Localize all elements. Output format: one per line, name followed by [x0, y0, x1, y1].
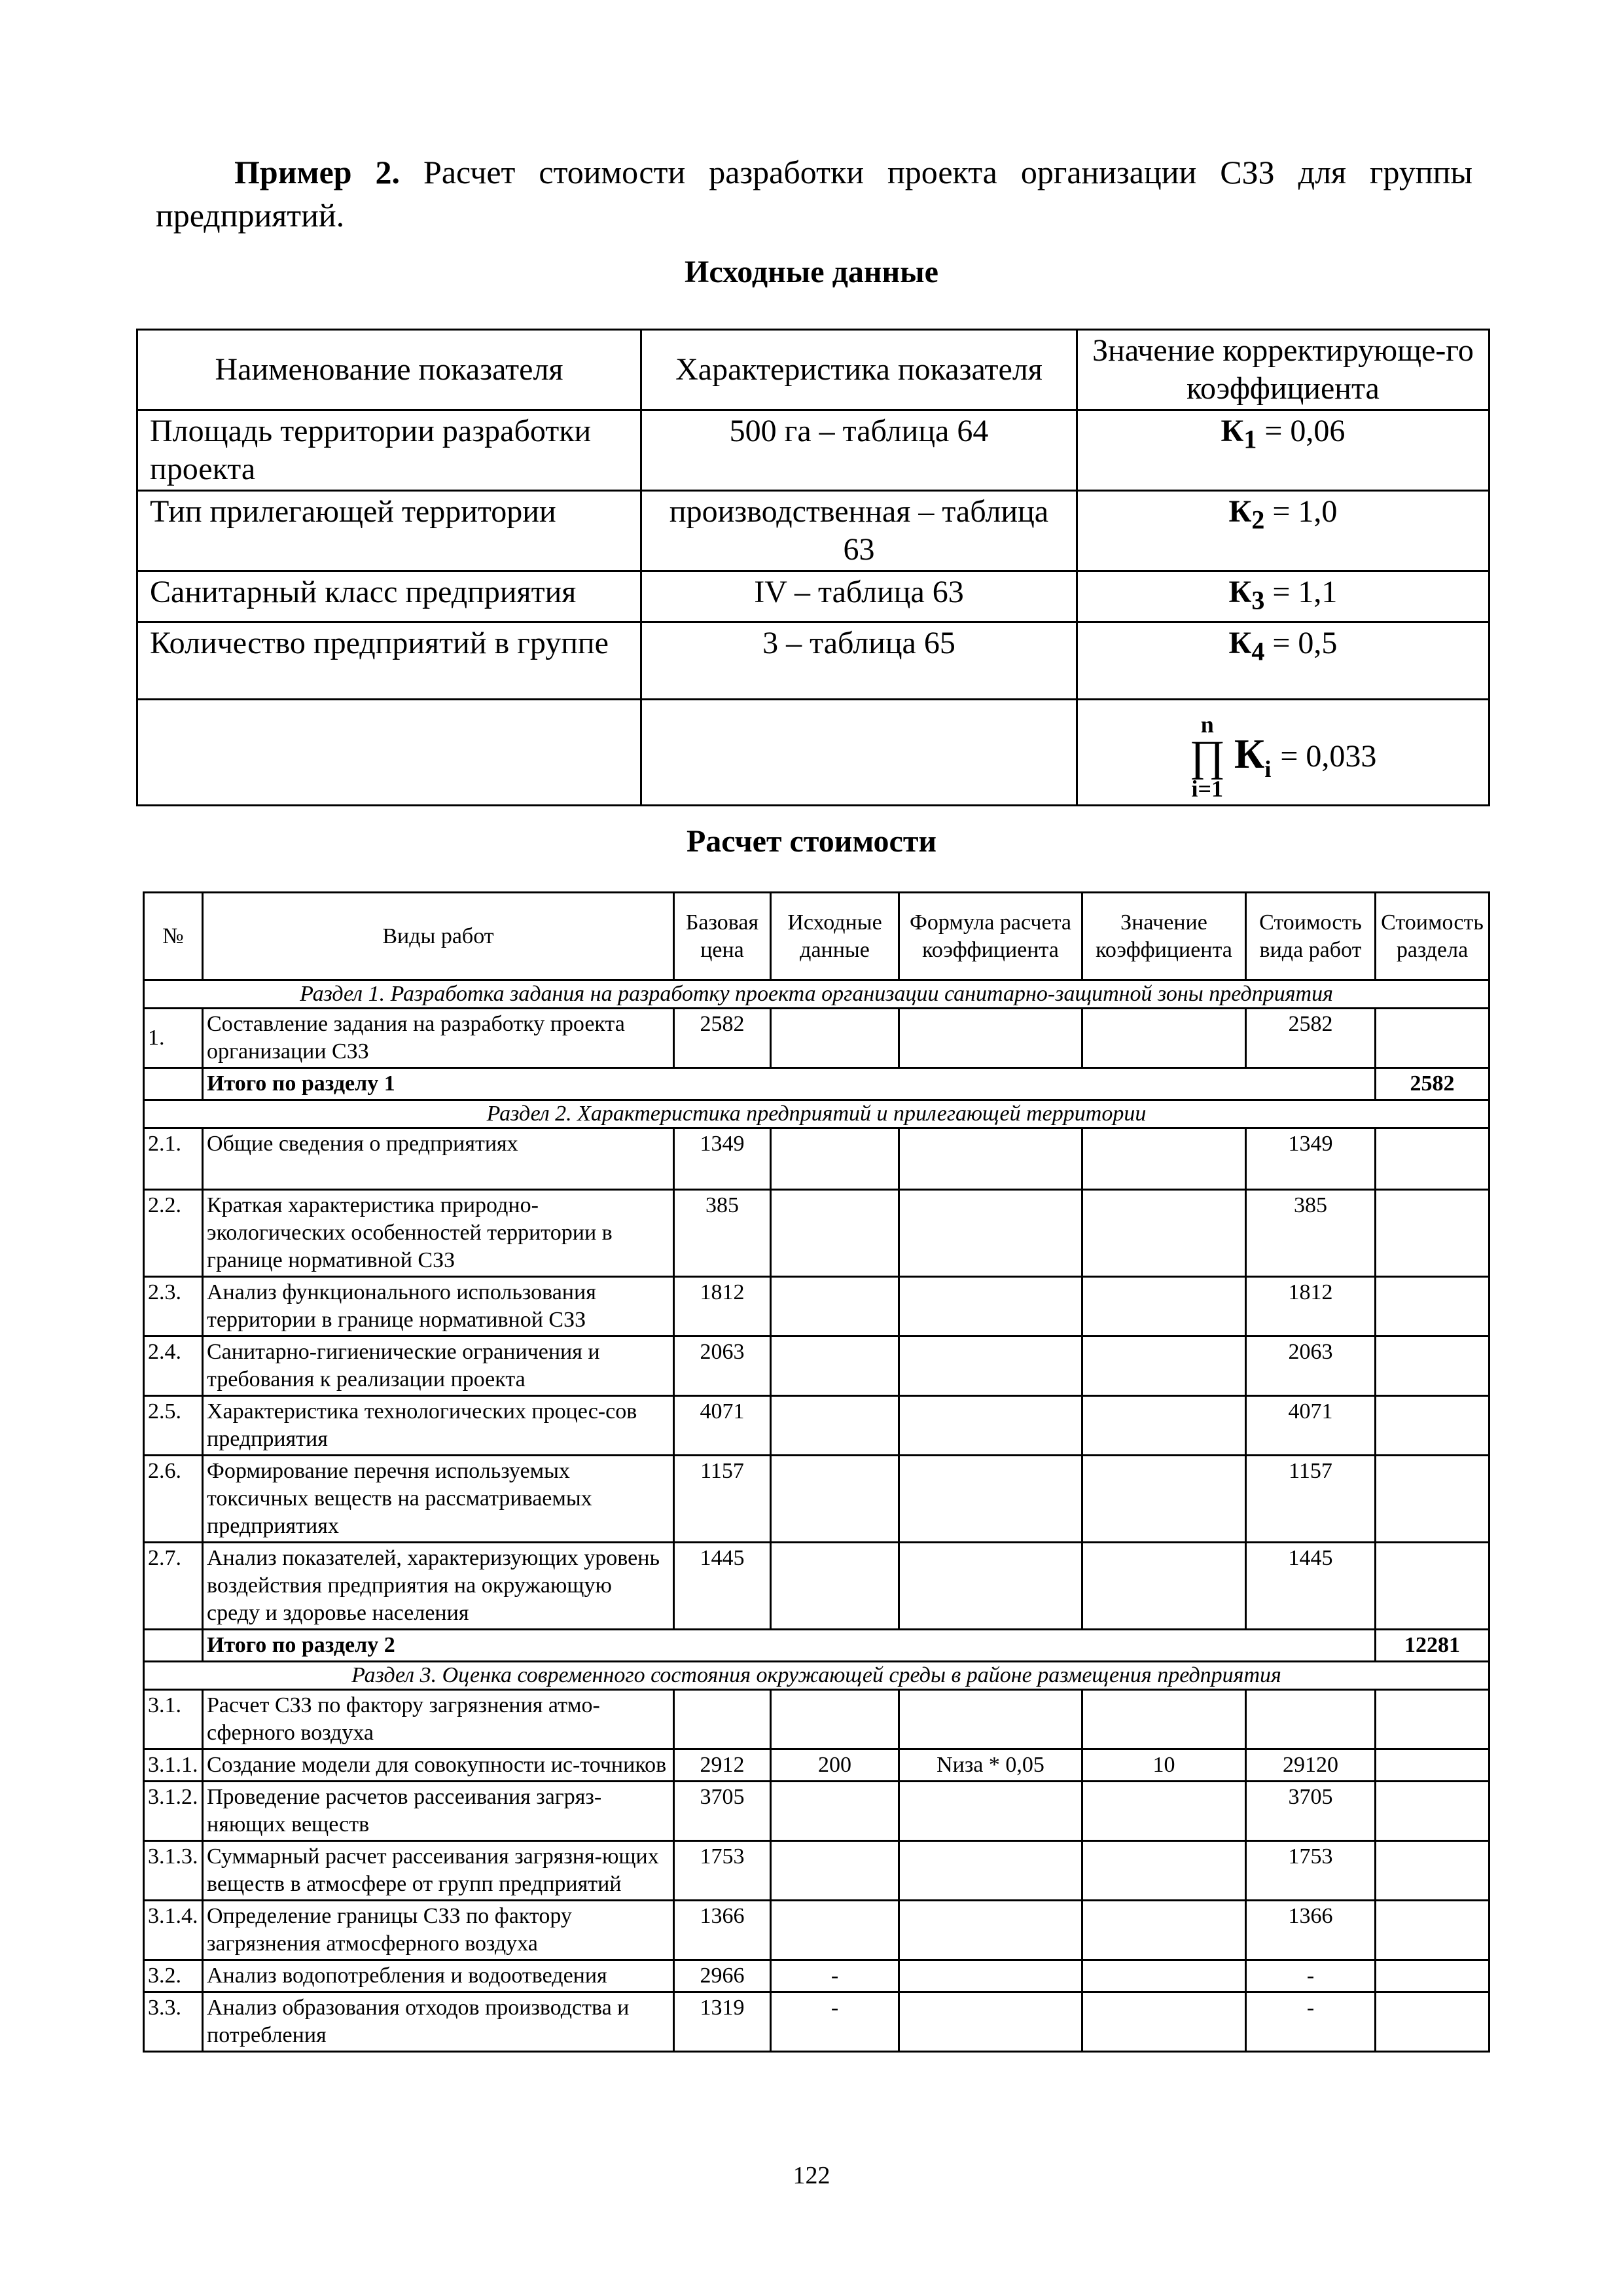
section-title-cost-calc: Расчет стоимости — [686, 824, 937, 859]
header-source-data: Исходные данные — [771, 893, 899, 980]
base-price: 2063 — [674, 1336, 771, 1396]
coef-value — [1077, 491, 1489, 571]
work-name: Анализ водопотребления и водоотведения — [203, 1960, 674, 1992]
source-data: 200 — [771, 1749, 899, 1782]
work-name: Анализ образования отходов производства и потребления — [203, 1992, 674, 2052]
product-k: К — [1234, 730, 1265, 777]
total-row — [144, 1630, 1489, 1662]
section-cost — [1376, 1396, 1489, 1456]
source-data — [771, 1543, 899, 1630]
product-index: i — [1264, 755, 1272, 782]
coef-value — [1077, 410, 1489, 491]
work-cost: 3705 — [1246, 1782, 1376, 1841]
table-row — [144, 1841, 1489, 1901]
table-row — [137, 491, 1489, 571]
source-data: - — [771, 1960, 899, 1992]
source-data — [771, 1841, 899, 1901]
section-title: Раздел 1. Разработка задания на разработку проекта организации санитарно-защитной зоны предприятия — [144, 980, 1489, 1009]
work-cost: 29120 — [1246, 1749, 1376, 1782]
indicator-name: Санитарный класс предприятия — [137, 571, 641, 622]
coef-value — [1082, 1277, 1246, 1336]
work-cost: - — [1246, 1960, 1376, 1992]
formula — [899, 1009, 1082, 1068]
coef-value — [1082, 1960, 1246, 1992]
header-coef-value: Значение корректирующе-го коэффициента — [1077, 330, 1489, 410]
row-number: 3.1.4. — [144, 1901, 203, 1960]
table-row — [144, 1543, 1489, 1630]
coef-value — [1077, 622, 1489, 699]
work-name: Краткая характеристика природно-экологических особенностей территории в границе нормативной СЗЗ — [203, 1190, 674, 1277]
product-row — [137, 699, 1489, 805]
section-row — [144, 1100, 1489, 1128]
row-number: 2.7. — [144, 1543, 203, 1630]
formula — [899, 1960, 1082, 1992]
coef-symbol: К — [1221, 414, 1244, 448]
total-label: Итого по разделу 2 — [203, 1630, 1376, 1662]
work-name: Характеристика технологических процес-сов предприятия — [203, 1396, 674, 1456]
section-row — [144, 980, 1489, 1009]
indicator-char: 3 – таблица 65 — [641, 622, 1077, 699]
work-name: Санитарно-гигиенические ограничения и требования к реализации проекта — [203, 1336, 674, 1396]
header-indicator-char: Характеристика показателя — [641, 330, 1077, 410]
base-price: 1349 — [674, 1128, 771, 1190]
section-cost — [1376, 1277, 1489, 1336]
table-row — [144, 1456, 1489, 1543]
section-row — [144, 1662, 1489, 1690]
coef-value — [1082, 1782, 1246, 1841]
coef-symbol: К — [1228, 625, 1252, 660]
coef-symbol: К — [1228, 575, 1252, 609]
work-cost: - — [1246, 1992, 1376, 2052]
table-row — [144, 1277, 1489, 1336]
work-cost: 1366 — [1246, 1901, 1376, 1960]
table-row — [144, 1190, 1489, 1277]
coef-value — [1082, 1336, 1246, 1396]
total-value: 2582 — [1376, 1068, 1489, 1100]
product-sign: ∏ — [1189, 732, 1225, 781]
header-work-cost: Стоимость вида работ — [1246, 893, 1376, 980]
section-cost — [1376, 1841, 1489, 1901]
table-row — [144, 1009, 1489, 1068]
base-price: 1445 — [674, 1543, 771, 1630]
coef-value — [1082, 1543, 1246, 1630]
table-header-row — [137, 330, 1489, 410]
header-formula: Формула расчета коэффициента — [899, 893, 1082, 980]
source-data — [771, 1128, 899, 1190]
formula — [899, 1841, 1082, 1901]
work-cost: 1157 — [1246, 1456, 1376, 1543]
source-data — [771, 1277, 899, 1336]
product-value: = 0,033 — [1280, 739, 1377, 774]
row-number: 3.1. — [144, 1690, 203, 1749]
coef-value — [1082, 1396, 1246, 1456]
coef-number: = 0,5 — [1264, 625, 1338, 660]
formula — [899, 1782, 1082, 1841]
row-number: 3.1.3. — [144, 1841, 203, 1901]
table-row — [144, 1782, 1489, 1841]
source-data — [771, 1901, 899, 1960]
coef-value — [1082, 1690, 1246, 1749]
section-cost — [1376, 1690, 1489, 1749]
intro-paragraph — [156, 151, 1472, 237]
section-cost — [1376, 1336, 1489, 1396]
base-price — [674, 1690, 771, 1749]
work-name: Определение границы СЗЗ по фактору загрязнения атмосферного воздуха — [203, 1901, 674, 1960]
section-title: Раздел 3. Оценка современного состояния окружающей среды в районе размещения предприятия — [144, 1662, 1489, 1690]
row-number: 3.1.1. — [144, 1749, 203, 1782]
table-row — [144, 1749, 1489, 1782]
coef-number: = 1,1 — [1264, 575, 1338, 609]
base-price: 1319 — [674, 1992, 771, 2052]
work-name: Расчет СЗЗ по фактору загрязнения атмо-сферного воздуха — [203, 1690, 674, 1749]
work-cost: 1445 — [1246, 1543, 1376, 1630]
header-coef: Значение коэффициента — [1082, 893, 1246, 980]
table-row — [144, 1690, 1489, 1749]
base-price: 1157 — [674, 1456, 771, 1543]
formula — [899, 1543, 1082, 1630]
indicator-char: производственная – таблица 63 — [641, 491, 1077, 571]
base-price: 385 — [674, 1190, 771, 1277]
work-name: Анализ показателей, характеризующих уровень воздействия предприятия на окружающую среду и здоровье населения — [203, 1543, 674, 1630]
work-cost: 2582 — [1246, 1009, 1376, 1068]
row-number: 3.1.2. — [144, 1782, 203, 1841]
work-cost: 1349 — [1246, 1128, 1376, 1190]
row-number: 2.1. — [144, 1128, 203, 1190]
work-cost: 1812 — [1246, 1277, 1376, 1336]
coef-value — [1082, 1901, 1246, 1960]
table-row — [137, 410, 1489, 491]
formula — [899, 1901, 1082, 1960]
row-number: 3.3. — [144, 1992, 203, 2052]
source-data — [771, 1336, 899, 1396]
work-name: Составление задания на разработку проекта организации СЗЗ — [203, 1009, 674, 1068]
formula — [899, 1690, 1082, 1749]
work-cost: 385 — [1246, 1190, 1376, 1277]
row-number: 2.5. — [144, 1396, 203, 1456]
formula — [899, 1190, 1082, 1277]
example-label: Пример 2. — [234, 154, 401, 190]
section-cost — [1376, 1543, 1489, 1630]
indicator-name: Тип прилегающей территории — [137, 491, 641, 571]
total-row — [144, 1068, 1489, 1100]
empty-cell — [144, 1068, 203, 1100]
section-cost — [1376, 1782, 1489, 1841]
formula — [899, 1336, 1082, 1396]
work-cost: 1753 — [1246, 1841, 1376, 1901]
base-price: 1366 — [674, 1901, 771, 1960]
table-header-row — [144, 893, 1489, 980]
header-number: № — [144, 893, 203, 980]
empty-cell — [137, 699, 641, 805]
indicator-char: IV – таблица 63 — [641, 571, 1077, 622]
table-row — [144, 1901, 1489, 1960]
coef-value: 10 — [1082, 1749, 1246, 1782]
table-row — [144, 1960, 1489, 1992]
table-row — [144, 1396, 1489, 1456]
source-data — [771, 1190, 899, 1277]
section-title: Раздел 2. Характеристика предприятий и прилегающей территории — [144, 1100, 1489, 1128]
row-number: 2.3. — [144, 1277, 203, 1336]
source-data — [771, 1009, 899, 1068]
work-name: Создание модели для совокупности ис-точников — [203, 1749, 674, 1782]
source-data — [771, 1690, 899, 1749]
row-number: 2.2. — [144, 1190, 203, 1277]
coef-number: = 0,06 — [1257, 414, 1346, 448]
table-row — [137, 622, 1489, 699]
section-cost — [1376, 1128, 1489, 1190]
coef-value — [1077, 571, 1489, 622]
row-number: 2.6. — [144, 1456, 203, 1543]
example-text: Расчет стоимости разработки проекта организации СЗЗ для группы предприятий. — [156, 154, 1472, 234]
source-data: - — [771, 1992, 899, 2052]
header-base-price: Базовая цена — [674, 893, 771, 980]
coef-index: 3 — [1251, 585, 1265, 615]
work-cost — [1246, 1690, 1376, 1749]
coef-value — [1082, 1992, 1246, 2052]
base-price: 3705 — [674, 1782, 771, 1841]
row-number: 1. — [144, 1009, 203, 1068]
product-upper-limit: n — [1200, 711, 1214, 738]
product-formula — [1190, 713, 1377, 800]
base-price: 1753 — [674, 1841, 771, 1901]
section-cost — [1376, 1009, 1489, 1068]
work-name: Формирование перечня используемых токсичных веществ на рассматриваемых предприятиях — [203, 1456, 674, 1543]
formula — [899, 1128, 1082, 1190]
base-price: 2966 — [674, 1960, 771, 1992]
section-cost — [1376, 1960, 1489, 1992]
work-name: Проведение расчетов рассеивания загряз-няющих веществ — [203, 1782, 674, 1841]
coef-index: 4 — [1251, 636, 1265, 666]
source-data — [771, 1782, 899, 1841]
product-symbol — [1190, 713, 1225, 800]
coef-index: 2 — [1251, 505, 1265, 535]
formula — [899, 1456, 1082, 1543]
page-number: 122 — [793, 2162, 830, 2189]
formula — [899, 1396, 1082, 1456]
coef-value — [1082, 1009, 1246, 1068]
section-cost — [1376, 1749, 1489, 1782]
row-number: 3.2. — [144, 1960, 203, 1992]
section-cost — [1376, 1190, 1489, 1277]
indicator-name: Количество предприятий в группе — [137, 622, 641, 699]
table-row — [144, 1336, 1489, 1396]
base-price: 2912 — [674, 1749, 771, 1782]
section-cost — [1376, 1992, 1489, 2052]
formula — [899, 1277, 1082, 1336]
coef-symbol: К — [1228, 494, 1252, 529]
base-price: 1812 — [674, 1277, 771, 1336]
table-row — [144, 1992, 1489, 2052]
total-label: Итого по разделу 1 — [203, 1068, 1376, 1100]
source-data — [771, 1456, 899, 1543]
work-name: Анализ функционального использования территории в границе нормативной СЗЗ — [203, 1277, 674, 1336]
total-value: 12281 — [1376, 1630, 1489, 1662]
coef-number: = 1,0 — [1264, 494, 1338, 529]
header-work-type: Виды работ — [203, 893, 674, 980]
source-data-table — [136, 329, 1490, 806]
empty-cell — [144, 1630, 203, 1662]
work-name: Общие сведения о предприятиях — [203, 1128, 674, 1190]
section-title-source-data: Исходные данные — [685, 255, 938, 289]
coef-index: 1 — [1243, 424, 1257, 454]
empty-cell — [641, 699, 1077, 805]
base-price: 2582 — [674, 1009, 771, 1068]
section-cost — [1376, 1901, 1489, 1960]
header-indicator-name: Наименование показателя — [137, 330, 641, 410]
work-cost: 2063 — [1246, 1336, 1376, 1396]
coef-value — [1082, 1128, 1246, 1190]
work-cost: 4071 — [1246, 1396, 1376, 1456]
row-number: 2.4. — [144, 1336, 203, 1396]
table-row — [144, 1128, 1489, 1190]
table-row — [137, 571, 1489, 622]
formula — [899, 1992, 1082, 2052]
header-section-cost: Стоимость раздела — [1376, 893, 1489, 980]
product-cell — [1077, 699, 1489, 805]
base-price: 4071 — [674, 1396, 771, 1456]
coef-value — [1082, 1190, 1246, 1277]
indicator-name: Площадь территории разработки проекта — [137, 410, 641, 491]
coef-value — [1082, 1841, 1246, 1901]
product-lower-limit: i=1 — [1191, 776, 1223, 802]
coef-value — [1082, 1456, 1246, 1543]
cost-calculation-table — [143, 891, 1490, 2053]
indicator-char: 500 га – таблица 64 — [641, 410, 1077, 491]
section-cost — [1376, 1456, 1489, 1543]
source-data — [771, 1396, 899, 1456]
work-name: Суммарный расчет рассеивания загрязня-ющих веществ в атмосфере от групп предприятий — [203, 1841, 674, 1901]
formula: Nиза * 0,05 — [899, 1749, 1082, 1782]
